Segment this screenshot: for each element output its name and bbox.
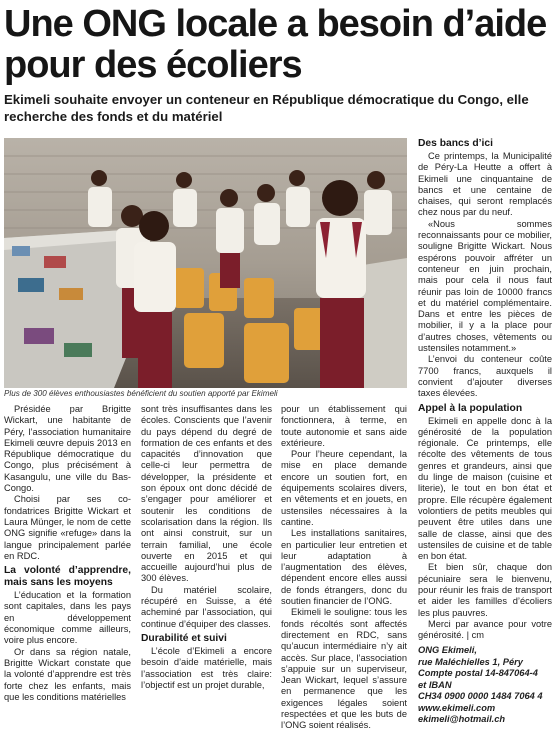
paragraph: Ekimeli le souligne: tous les fonds récoltés sont affectés directement en RDC, sans qu’aucun intermédiaire n’y ait accès. Sur place, l’association s’appuie sur un superviseur, Jean Wickart, lequel s’assure en permanence que les exigences légales soient respectées et que les buts de l’ONG soient réalisés. — [281, 607, 407, 731]
contact-website-link[interactable]: www.ekimeli.com — [418, 702, 496, 713]
section-heading: Durabilité et suivi — [141, 632, 227, 644]
paragraph: L’école d’Ekimeli a encore besoin d’aide matérielle, mais l’association est très claire: l’objectif est un projet durable, — [141, 645, 272, 690]
paragraph: Présidée par Brigitte Wickart, une habitante de Péry, l’association humanitaire Ekimeli œuvre depuis 2013 en République démocratique du Congo, plus précisément à Kasangulu, une ville du Bas-Congo. — [4, 404, 131, 494]
article-sidebar-column — [418, 138, 552, 725]
contact-line: CH34 0900 0000 1484 7064 4 — [418, 691, 543, 702]
contact-block — [418, 645, 552, 725]
article-photo — [4, 138, 407, 388]
contact-line: ONG Ekimeli, — [418, 645, 477, 656]
contact-line: rue Maléchielles 1, Péry — [418, 656, 523, 667]
section-heading: Appel à la population — [418, 402, 523, 414]
paragraph: pour un établissement qui fonctionnera, à terme, en toute autonomie et sans aide extérieure. — [281, 404, 407, 448]
paragraph: L’envoi du conteneur coûte 7700 francs, auxquels il convient d’ajouter diverses taxes élevées. — [418, 354, 552, 399]
paragraph: L’éducation et la formation sont capitales, dans les pays en développement économique comme ailleurs, voire plus encore. — [4, 590, 131, 646]
paragraph: Or dans sa région natale, Brigitte Wickart constate que la volonté d’apprendre est très forte chez les enfants, mais que les conditions matérielles — [4, 646, 131, 702]
contact-email-link[interactable]: ekimeli@hotmail.ch — [418, 713, 506, 724]
paragraph: sont très insuffisantes dans les écoles. Conscients que l’avenir du pays dépend du degré de formation de ces enfants et des capacités d’innovation que celle-ci leur permettra de développer, la présidente et son époux ont donc décidé de s’engager pour améliorer et soutenir les conditions de scolarisation dans la région. Ils ont ainsi construit, sur un terrain familial, une école ouverte en 2015 et qui accueille aujourd’hui plus de 300 élèves. — [141, 404, 272, 584]
article-column-2 — [141, 404, 272, 691]
photo-caption: Plus de 300 élèves enthousiastes bénéficient du soutien apporté par Ekimeli — [4, 389, 278, 398]
paragraph: «Nous sommes reconnaissants pour ce mobilier, souligne Brigitte Wickart. Nous espérons pouvoir affréter un conteneur en juin prochain, mais pour cela il nous faut réunir pas loin de 10000 francs et du matériel complémentaire. Dans et entre les pièces de mobilier, il y a la place pour d’autres choses, vêtements ou ustensiles notamment.» — [418, 218, 552, 354]
section-heading: Des bancs d’ici — [418, 138, 493, 149]
paragraph: Merci par avance pour votre générosité. | cm — [418, 618, 552, 641]
paragraph: Les installations sanitaires, en particulier leur entretien et leur adaptation à l’augmentation des élèves, dépendent encore elles aussi de fonds étrangers, donc du soutien financier de l’ONG. — [281, 528, 407, 607]
contact-line: Compte postal 14-847064-4 — [418, 668, 538, 679]
section-heading: La volonté d’apprendre, mais sans les moyens — [4, 565, 131, 589]
article-title: Une ONG locale a besoin d’aide pour des écoliers — [4, 3, 547, 86]
paragraph: Et bien sûr, chaque don pécuniaire sera le bienvenu, pour réunir les frais de transport et aider les familles d’écoliers les plus pauvres. — [418, 562, 552, 618]
paragraph: Du matériel scolaire, récupéré en Suisse, a été acheminé par l’association, qui continue d’équiper des classes. — [141, 584, 272, 629]
contact-line: et IBAN — [418, 679, 452, 690]
article-lead: Ekimeli souhaite envoyer un conteneur en République démocratique du Congo, elle recherche des fonds et du matériel — [4, 92, 529, 124]
paragraph: Pour l’heure cependant, la mise en place demande encore un soutien fort, en équipements scolaires divers, en vêtements et en jouets, en ustensiles nécessaires à la cantine. — [281, 449, 407, 527]
article-column-1 — [4, 404, 131, 703]
paragraph: Choisi par ses co-fondatrices Brigitte Wickart et Laura Münger, le nom de cette ONG signifie «refuge» dans la langue principalement parlée en RDC. — [4, 494, 131, 561]
article-column-3 — [281, 404, 407, 732]
paragraph: Ce printemps, la Municipalité de Péry-La Heutte a offert à Ekimeli une cinquantaine de bancs et une centaine de chaises, qui seront remplacés chez nous par du neuf. — [418, 151, 552, 218]
paragraph: Ekimeli en appelle donc à la générosité de la population régionale. Ce printemps, elle récolte des vêtements de tous genres et grandeurs, ainsi que du linge de maison (cuisine et literie), le tout en bon état et propre. Elle récupère également volontiers de petits meubles qui peuvent être utiles dans une salle de classe, ainsi que des ustensiles de cuisine et de table en bon état. — [418, 415, 552, 562]
